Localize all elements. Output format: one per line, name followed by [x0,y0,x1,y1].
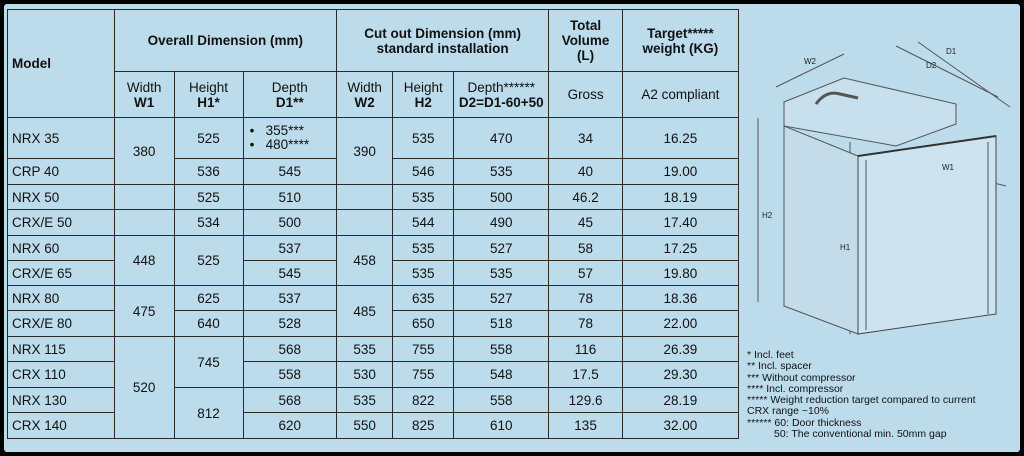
width-w1-header: Width W1 [114,72,174,118]
width-w1-cell: 448 [114,236,174,286]
height-h2-cell: 635 [393,286,454,311]
weight-cell: 19.00 [622,159,738,185]
width-w2-cell: 535 [336,337,393,362]
table-row [8,337,739,362]
depth-d2-cell: 548 [454,362,549,388]
depth-d1-cell: • 355*** • 480**** [243,118,336,159]
footnote: ** Incl. spacer [747,360,812,373]
volume-cell: 57 [549,261,622,286]
model-cell: NRX 35 [8,118,115,159]
w2-label: W2 [804,57,816,66]
depth-d2-cell: 558 [454,337,549,362]
w1-label: W1 [942,163,954,172]
footnote: ***** Weight reduction target compared to current [747,394,976,407]
height-h2-cell: 755 [393,337,454,362]
weight-cell: 19.80 [622,261,738,286]
height-h2-cell: 755 [393,362,454,388]
weight-cell: 29.30 [622,362,738,388]
width-w2-cell: 530 [336,362,393,388]
width-w1-cell [114,185,174,210]
depth-d2-cell: 558 [454,388,549,413]
model-cell: NRX 115 [8,337,115,362]
h2-label: H2 [762,211,773,220]
width-w2-cell [336,185,393,210]
height-h2-cell: 535 [393,236,454,261]
depth-d2-cell: 535 [454,159,549,185]
width-w2-cell: 458 [336,236,393,286]
model-cell: NRX 60 [8,236,115,261]
bullet-icon: • [249,137,255,152]
bullet-icon: • [249,123,255,138]
depth-d2-cell: 500 [454,185,549,210]
volume-cell: 45 [549,210,622,236]
model-cell: CRX/E 65 [8,261,115,286]
height-h1-cell: 812 [174,388,243,439]
depth-d2-cell: 610 [454,413,549,439]
width-w1-cell [114,210,174,236]
d2-label: D2 [926,61,937,70]
height-h1-header: Height H1* [174,72,243,118]
height-h2-cell: 822 [393,388,454,413]
width-w2-cell: 390 [336,118,393,185]
volume-cell: 116 [549,337,622,362]
volume-cell: 58 [549,236,622,261]
weight-cell: 17.40 [622,210,738,236]
depth-d2-header: Depth****** D2=D1-60+50 [454,72,549,118]
depth-d1-cell: 545 [243,261,336,286]
table-row [8,118,739,159]
height-h1-cell: 745 [174,337,243,388]
volume-cell: 135 [549,413,622,439]
depth-d1-cell: 558 [243,362,336,388]
width-w2-cell: 485 [336,286,393,337]
footnote: * Incl. feet [747,349,794,361]
depth-d2-cell: 470 [454,118,549,159]
width-w2-header: Width W2 [336,72,393,118]
gross-header: Gross [549,72,622,118]
footnote: CRX range ~10% [747,405,830,418]
height-h1-cell: 534 [174,210,243,236]
height-h2-cell: 825 [393,413,454,439]
weight-cell: 28.19 [622,388,738,413]
model-cell: NRX 130 [8,388,115,413]
model-cell: NRX 80 [8,286,115,311]
width-w1-cell: 475 [114,286,174,337]
model-cell: CRX/E 80 [8,311,115,337]
depth-d2-cell: 535 [454,261,549,286]
depth-d1-cell: 500 [243,210,336,236]
footnote: ****** 60: Door thickness [747,416,862,429]
fridge-side-panel [784,126,858,334]
depth-d1-header: Depth D1** [243,72,336,118]
dimension-table [7,9,739,439]
height-h2-cell: 650 [393,311,454,337]
model-cell: CRX/E 50 [8,210,115,236]
footnote: *** Without compressor [747,371,856,384]
height-h1-cell: 525 [174,118,243,159]
d1-dimension-line [918,42,1010,107]
height-h2-cell: 544 [393,210,454,236]
depth-d2-cell: 518 [454,311,549,337]
model-cell: CRX 140 [8,413,115,439]
height-h2-cell: 535 [393,261,454,286]
table-row [8,210,739,236]
volume-cell: 17.5 [549,362,622,388]
spec-sheet-panel [4,4,1020,452]
width-w2-cell: 535 [336,388,393,413]
depth-d1-cell: 620 [243,413,336,439]
model-cell: CRX 110 [8,362,115,388]
height-h1-cell: 525 [174,185,243,210]
width-w2-cell [336,210,393,236]
table-row [8,236,739,261]
height-h2-cell: 546 [393,159,454,185]
volume-cell: 78 [549,311,622,337]
footnotes [747,350,1019,440]
volume-cell: 34 [549,118,622,159]
overall-dimension-header: Overall Dimension (mm) [114,10,336,72]
height-h2-header: Height H2 [393,72,454,118]
height-h1-cell: 625 [174,286,243,311]
weight-cell: 32.00 [622,413,738,439]
fridge-top-outline [784,78,956,146]
depth-d1-cell: 528 [243,311,336,337]
depth-d1-cell: 537 [243,286,336,311]
height-h2-cell: 535 [393,185,454,210]
width-w1-cell: 380 [114,118,174,185]
header-row-sub [8,72,739,118]
cutout-dimension-header: Cut out Dimension (mm) standard installation [336,10,549,72]
fridge-door-panel [858,136,996,334]
depth-d2-cell: 527 [454,236,549,261]
table-row [8,185,739,210]
height-h2-cell: 535 [393,118,454,159]
model-cell: CRP 40 [8,159,115,185]
depth-d2-cell: 527 [454,286,549,311]
h1-label: H1 [840,243,851,252]
weight-cell: 22.00 [622,311,738,337]
header-row-top [8,10,739,72]
height-h1-cell: 640 [174,311,243,337]
depth-d1-cell: 545 [243,159,336,185]
target-weight-header: Target***** weight (KG) [622,10,738,72]
depth-d2-cell: 490 [454,210,549,236]
volume-cell: 40 [549,159,622,185]
volume-cell: 129.6 [549,388,622,413]
width-w1-cell: 520 [114,337,174,439]
model-cell: NRX 50 [8,185,115,210]
table-row [8,286,739,311]
volume-cell: 78 [549,286,622,311]
model-header: Model [8,10,115,118]
weight-cell: 26.39 [622,337,738,362]
footnote: 50: The conventional min. 50mm gap [774,428,947,441]
depth-d1-cell: 510 [243,185,336,210]
footnote: **** Incl. compressor [747,382,844,395]
d1-label: D1 [946,47,957,56]
a2-compliant-header: A2 compliant [622,72,738,118]
volume-cell: 46.2 [549,185,622,210]
depth-d1-cell: 568 [243,337,336,362]
fridge-dimension-drawing [746,34,1018,350]
weight-cell: 16.25 [622,118,738,159]
width-w2-cell: 550 [336,413,393,439]
height-h1-cell: 536 [174,159,243,185]
total-volume-header: Total Volume (L) [549,10,622,72]
depth-d1-cell: 568 [243,388,336,413]
depth-d1-cell: 537 [243,236,336,261]
weight-cell: 18.19 [622,185,738,210]
weight-cell: 18.36 [622,286,738,311]
weight-cell: 17.25 [622,236,738,261]
height-h1-cell: 525 [174,236,243,286]
